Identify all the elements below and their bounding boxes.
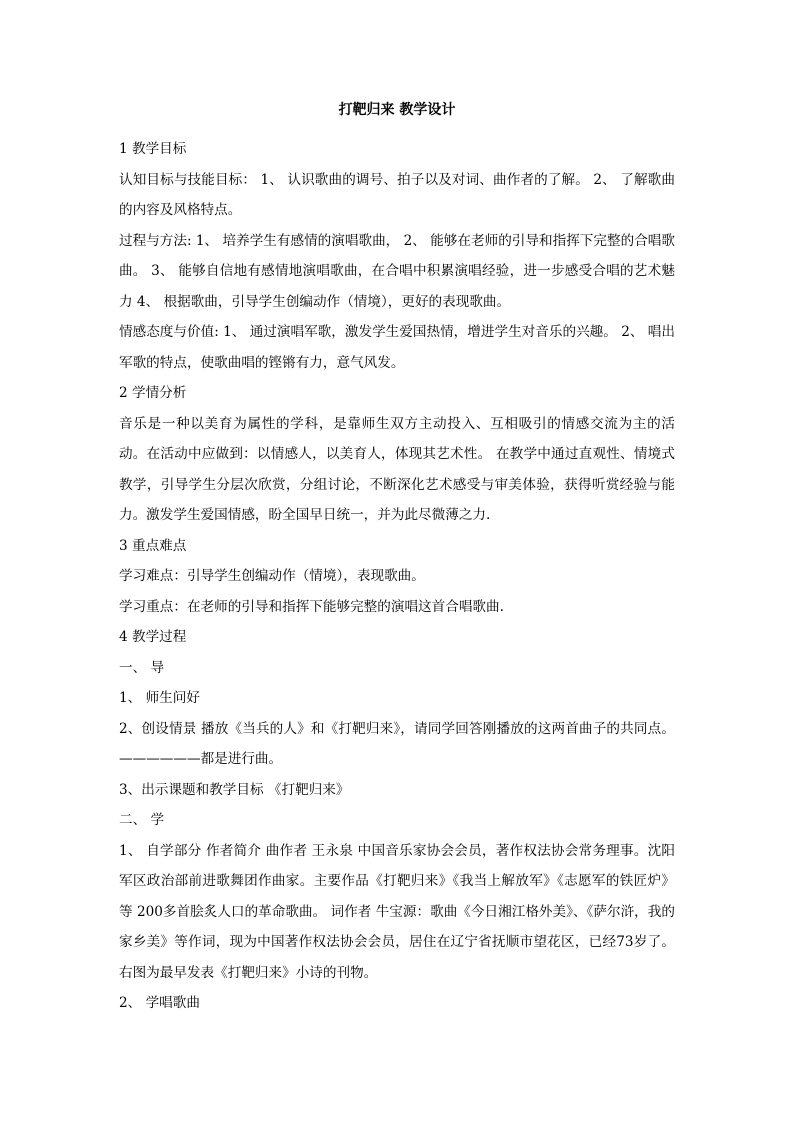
paragraph: 一、 导 [119, 659, 165, 676]
section-heading: 4 教学过程 [119, 629, 187, 645]
paragraph: 2、创设情景 播放《当兵的人》和《打靶归来》，请同学回答刚播放的这两首曲子的共同点。——————都是进行曲。 [119, 720, 675, 767]
section-heading: 2 学情分析 [119, 385, 187, 401]
paragraph: 学习难点：引导学生创编动作（情境），表现歌曲。 [119, 568, 425, 584]
paragraph: 过程与方法: 1、 培养学生有感情的演唱歌曲， 2、 能够在老师的引导和指挥下完整的合唱歌曲。 3、 能够自信地有感情地演唱歌曲，在合唱中积累演唱经验，进一步感受合唱的艺术魅力 4、 根据歌曲，引导学生创编动作（情境），更好的表现歌曲。 [119, 232, 675, 310]
document-body [119, 134, 675, 1019]
paragraph: 情感态度与价值: 1、 通过演唱军歌，激发学生爱国热情，增进学生对音乐的兴趣。 2、 唱出军歌的特点，使歌曲唱的铿锵有力，意气风发。 [119, 324, 675, 371]
paragraph: 二、 学 [119, 812, 165, 828]
paragraph: 音乐是一种以美育为属性的学科，是靠师生双方主动投入、互相吸引的情感交流为主的活动。在活动中应做到：以情感人，以美育人，体现其艺术性。 在教学中通过直观性、情境式教学，引导学生分层次欣赏，分组讨论，不断深化艺术感受与审美体验，获得听赏经验与能力。激发学生爱国情感，盼全国早日统一，并为此尽微薄之力. [119, 415, 675, 523]
paragraph: 2、 学唱歌曲 [119, 995, 200, 1011]
document-title: 打靶归来 教学设计 [338, 102, 456, 118]
paragraph: 学习重点：在老师的引导和指挥下能够完整的演唱这首合唱歌曲. [119, 598, 504, 615]
paragraph: 认知目标与技能目标： 1、 认识歌曲的调号、拍子以及对词、曲作者的了解。 2、 了解歌曲的内容及风格特点。 [119, 171, 675, 218]
paragraph: 1、 自学部分 作者简介 曲作者 王永泉 中国音乐家协会会员，著作权法协会常务理事。沈阳军区政治部前进歌舞团作曲家。主要作品《打靶归来》《我当上解放军》《志愿军的铁匠炉》等 200多首脍炙人口的革命歌曲。 词作者 牛宝源：歌曲《今日湘江格外美》、《萨尔浒，我的家乡美》等作词，现为中国著作权法协会会员，居住在辽宁省抚顺市望花区，已经73岁了。右图为最早发表《打靶归来》小诗的刊物。 [119, 842, 675, 981]
section-heading: 1 教学目标 [119, 141, 187, 157]
paragraph: 1、 师生问好 [119, 690, 200, 706]
document-page [119, 100, 675, 1019]
section-heading: 3 重点难点 [119, 537, 187, 554]
paragraph: 3、出示课题和教学目标 《打靶归来》 [119, 781, 350, 798]
